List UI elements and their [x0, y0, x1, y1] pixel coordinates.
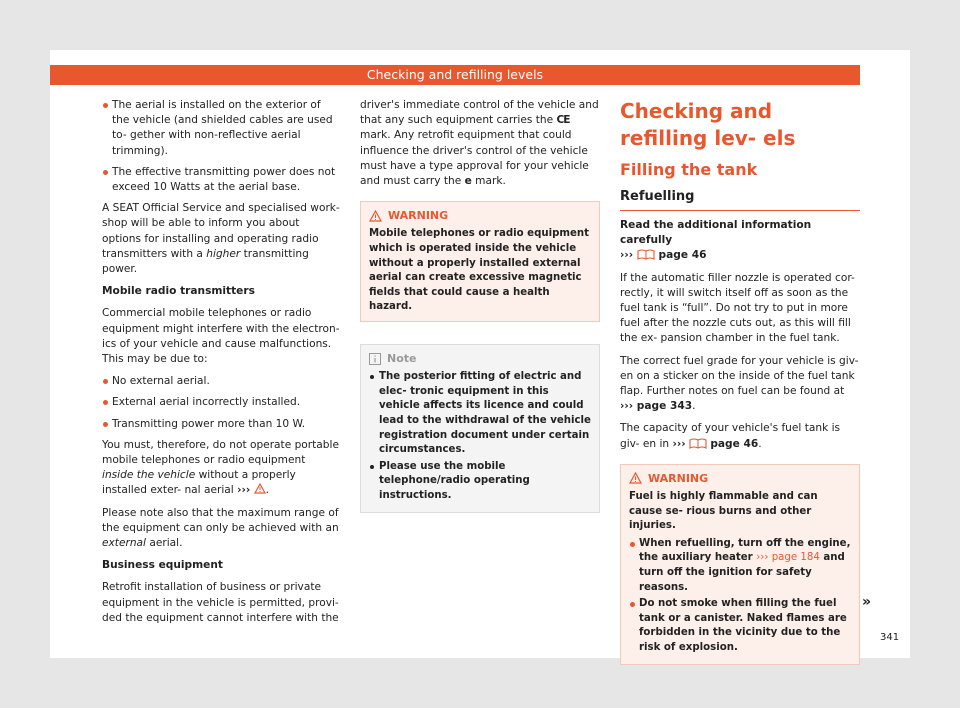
list-item: The posterior fitting of electric and elec- tronic equipment in this vehicle affects its licence and could lead to the withdrawal of the vehicle registration document under certain circumstances. — [369, 370, 591, 458]
page-ref-link[interactable]: page 46 — [710, 437, 759, 450]
text: and turn off the ignition for safety reasons. — [639, 552, 845, 593]
paragraph: Commercial mobile telephones or radio equipment might interfere with the electron- ics of your vehicle and cause malfunctions. This may be due to: — [102, 307, 340, 366]
subheading: Business equipment — [102, 559, 223, 572]
info-icon — [369, 353, 381, 365]
text: . — [265, 484, 269, 497]
text: transmitting power. — [102, 247, 309, 276]
warning-title: WARNING — [648, 471, 709, 485]
bullet-text: No external aerial. — [112, 375, 210, 388]
list-item: Please use the mobile telephone/radio operating instructions. — [369, 460, 591, 504]
continue-mark: » — [862, 594, 872, 610]
paragraph — [102, 438, 340, 499]
section-subtitle: Filling the tank — [620, 160, 758, 179]
text: . — [692, 400, 696, 413]
warning-triangle-icon — [629, 472, 642, 484]
text: The correct fuel grade for your vehicle is giv- en on a sticker on the inside of the fuel tank flap. Further notes on fuel can be found at — [620, 354, 859, 398]
left-column — [102, 98, 340, 633]
paragraph — [102, 506, 340, 552]
warning-title: WARNING — [388, 209, 449, 223]
text: Please note also that the maximum range of the equipment can only be achieved with an — [102, 506, 339, 534]
list-item — [102, 374, 340, 389]
emphasis: external — [102, 537, 146, 550]
page-header: Checking and refilling levels — [50, 65, 860, 85]
book-icon[interactable] — [689, 438, 707, 449]
emphasis: inside the vehicle — [102, 469, 196, 482]
warning-header — [621, 465, 859, 490]
page-ref-link[interactable]: page 46 — [658, 249, 707, 262]
text: When refuelling, turn off the engine, the auxiliary heater — [639, 537, 851, 564]
list-item — [102, 395, 340, 410]
paragraph — [620, 218, 860, 264]
text: aerial. — [145, 537, 183, 550]
bullet-text: The aerial is installed on the exterior of the vehicle (and shielded cables are used to- gether with non-reflective aerial trimming). — [112, 99, 333, 157]
note-body — [361, 370, 599, 511]
right-column — [620, 98, 860, 665]
page-number: 341 — [880, 632, 900, 643]
warning-header — [361, 202, 599, 227]
warning-box — [620, 464, 860, 665]
warning-triangle-icon[interactable] — [254, 483, 266, 494]
ce-mark: CE — [556, 114, 570, 127]
warning-intro: Fuel is highly flammable and can cause se- rious burns and other injuries. — [629, 491, 818, 532]
bullet-text: The effective transmitting power does not exceed 10 Watts at the aerial base. — [112, 165, 336, 194]
cross-ref-link[interactable]: ››› — [237, 484, 251, 497]
page-ref-link[interactable]: ››› page 184 — [756, 552, 820, 564]
text: without a properly installed exter- nal aerial — [102, 469, 296, 497]
paragraph — [620, 354, 860, 415]
emphasis: higher — [206, 247, 241, 260]
bullet-text: External aerial incorrectly installed. — [112, 396, 301, 409]
list-item — [629, 537, 851, 595]
text: A SEAT Official Service and specialised work- shop will be able to inform you about options for installing and operating radio transmitters with a — [102, 202, 340, 260]
paragraph — [360, 98, 600, 189]
cross-ref-link[interactable]: ››› — [620, 249, 634, 262]
middle-column — [360, 98, 600, 513]
note-header — [361, 345, 599, 370]
text: driver's immediate control of the vehicle and that any such equipment carries the — [360, 99, 599, 127]
text: The capacity of your vehicle's fuel tank is giv- en in — [620, 422, 841, 450]
paragraph: If the automatic filler nozzle is operated cor- rectly, it will switch itself off as soon as the fuel tank is “full”. Do not try to put in more fuel after the nozzle cuts out, as this will fill the ex- pansion chamber in the fuel tank. — [620, 271, 855, 345]
warning-text: Mobile telephones or radio equipment which is operated inside the vehicle without a properly installed external aerial can create excessive magnetic fields that could cause a health hazard. — [369, 228, 590, 313]
list-item — [102, 165, 340, 195]
text: mark. Any retrofit equipment that could influence the driver's control of the vehicle must have a type approval for your vehicle and must carry the — [360, 129, 589, 188]
warning-body — [621, 490, 859, 664]
note-title: Note — [387, 351, 417, 365]
text: You must, therefore, do not operate portable mobile telephones or radio equipment — [102, 438, 339, 467]
list-item — [102, 98, 340, 159]
note-box — [360, 344, 600, 513]
warning-box — [360, 201, 600, 322]
section-title: Checking and refilling lev- els — [620, 99, 796, 150]
paragraph — [102, 201, 340, 277]
text: Read the additional information carefully — [620, 219, 812, 247]
page-ref-link[interactable]: ››› page 343 — [620, 400, 693, 413]
paragraph — [620, 421, 860, 451]
book-icon[interactable] — [637, 249, 655, 260]
paragraph: Retrofit installation of business or private equipment in the vehicle is permitted, provi- ded the equipment cannot interfere with the — [102, 581, 339, 624]
list-item: Do not smoke when filling the fuel tank or a canister. Naked flames are forbidden in the vicinity due to the risk of explosion. — [629, 597, 851, 655]
e-mark: e — [464, 175, 472, 188]
text: mark. — [471, 175, 506, 188]
list-item — [102, 417, 340, 432]
subheading: Mobile radio transmitters — [102, 285, 255, 298]
bullet-text: Transmitting power more than 10 W. — [112, 417, 306, 430]
text: . — [758, 437, 762, 450]
section-heading: Refuelling — [620, 188, 860, 211]
warning-triangle-icon — [369, 210, 382, 222]
cross-ref-link[interactable]: ››› — [672, 437, 686, 450]
